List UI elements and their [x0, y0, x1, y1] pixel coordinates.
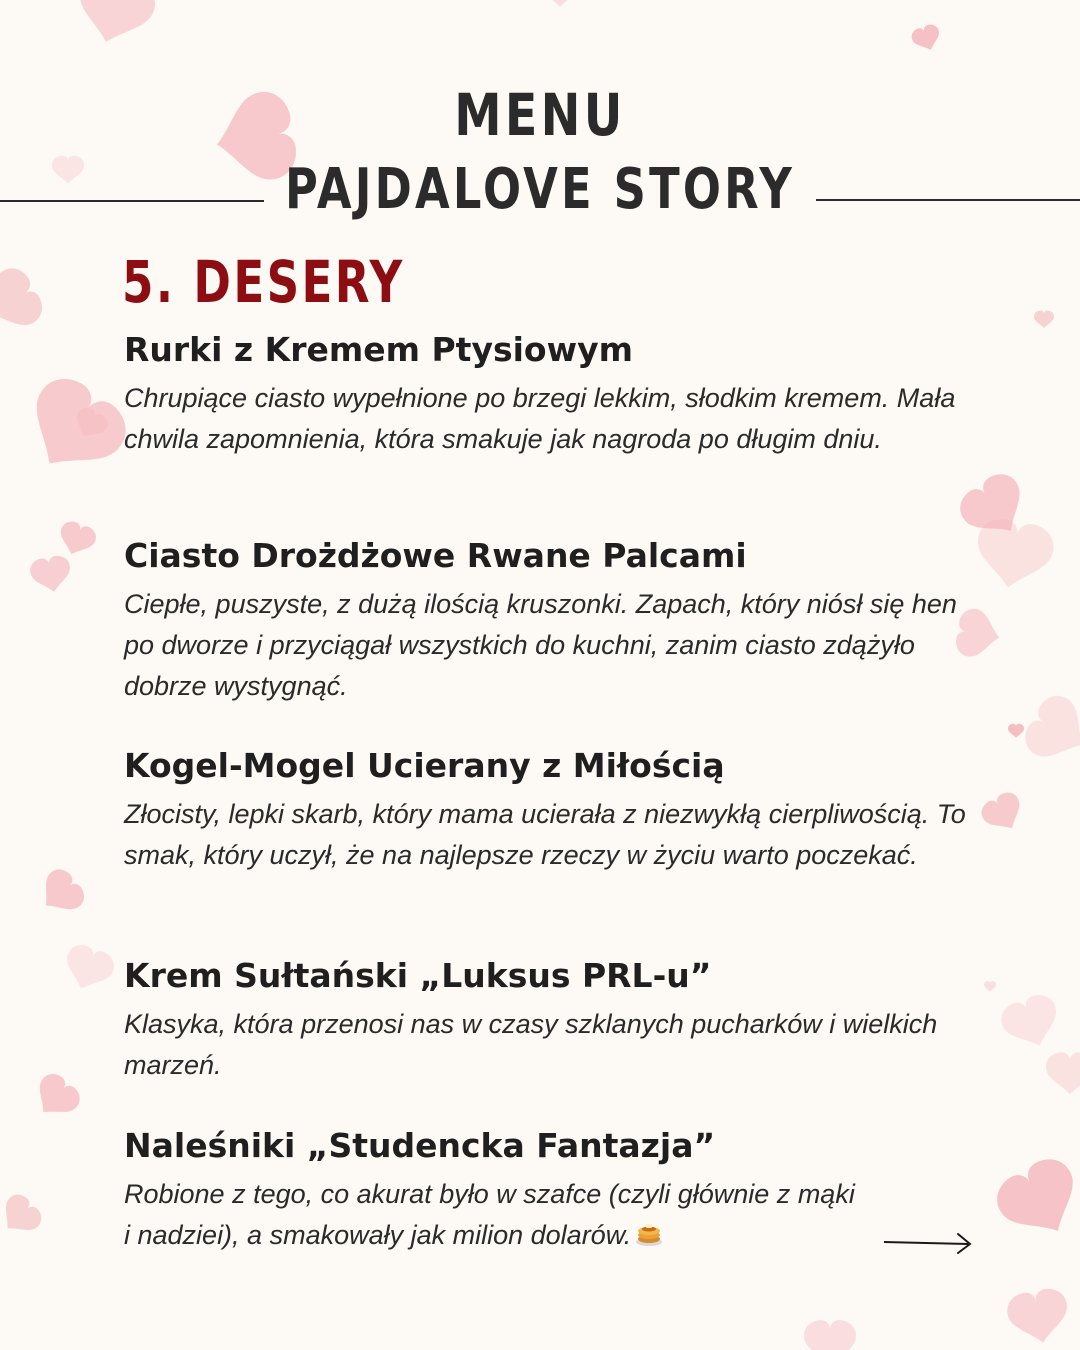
heart-icon: [0, 262, 49, 340]
item-name: Naleśniki „Studencka Fantazja”: [124, 1126, 716, 1165]
heart-icon: [1034, 311, 1054, 329]
heart-icon: [0, 1190, 46, 1243]
heart-icon: [988, 1150, 1080, 1251]
heart-icon: [69, 0, 160, 52]
item-name: Kogel-Mogel Ucierany z Miłością: [124, 746, 725, 785]
heart-icon: [542, 0, 578, 7]
menu-item-krem-sultanski: [124, 956, 984, 1086]
item-name: Ciasto Drożdżowe Rwane Palcami: [124, 536, 747, 575]
heart-icon: [804, 1320, 856, 1350]
item-description: Chrupiące ciasto wypełnione po brzegi lekkim, słodkim kremem. Mała chwila zapomnienia, która smakuje jak nagroda po długim dniu.: [124, 383, 956, 454]
menu-item-rurki: [124, 330, 984, 460]
restaurant-name: PAJDALOVE STORY: [284, 157, 796, 222]
heart-icon: [28, 554, 73, 595]
heart-icon: [1046, 1052, 1080, 1094]
pancakes-icon: [635, 1221, 663, 1247]
item-description: Klasyka, która przenosi nas w czasy szklanych pucharków i wielkich marzeń.: [124, 1009, 938, 1080]
heart-icon: [1004, 1286, 1072, 1348]
heart-icon: [1018, 689, 1080, 772]
heart-icon: [10, 367, 137, 491]
heart-icon: [1008, 724, 1024, 738]
item-name: Rurki z Kremem Ptysiowym: [124, 330, 633, 369]
heart-icon: [984, 981, 996, 992]
item-description: Robione z tego, co akurat było w szafce (czyli głównie z mąki i nadziei), a smakowały jak milion dolarów.: [124, 1179, 855, 1250]
item-name: Krem Sułtański „Luksus PRL-u”: [124, 956, 712, 995]
item-description-wrap: [124, 1174, 864, 1256]
item-description: Ciepłe, puszyste, z dużą ilością kruszonki. Zapach, który niósł się hen po dworze i przyciągał wszystkich do kuchni, zanim ciasto zdążyło dobrze wystygnąć.: [124, 589, 957, 701]
heart-icon: [32, 864, 90, 922]
heart-icon: [54, 518, 99, 560]
heart-icon: [977, 788, 1029, 838]
menu-item-ciasto: [124, 536, 984, 707]
menu-heading: MENU: [454, 81, 626, 149]
heart-icon: [997, 990, 1066, 1055]
heart-icon: [909, 22, 944, 55]
menu-item-kogel-mogel: [124, 746, 984, 876]
heart-icon: [52, 156, 84, 184]
section-title: 5. DESERY: [122, 248, 405, 316]
arrow-right-icon[interactable]: [880, 1228, 976, 1258]
heart-icon: [27, 1068, 85, 1126]
item-description: Złocisty, lepki skarb, który mama ucierała z niezwykłą cierpliwością. To smak, który uczył, że na najlepsze rzeczy w życiu warto poczekać.: [124, 799, 966, 870]
heart-icon: [59, 941, 118, 997]
menu-item-nalesniki: [124, 1126, 864, 1256]
